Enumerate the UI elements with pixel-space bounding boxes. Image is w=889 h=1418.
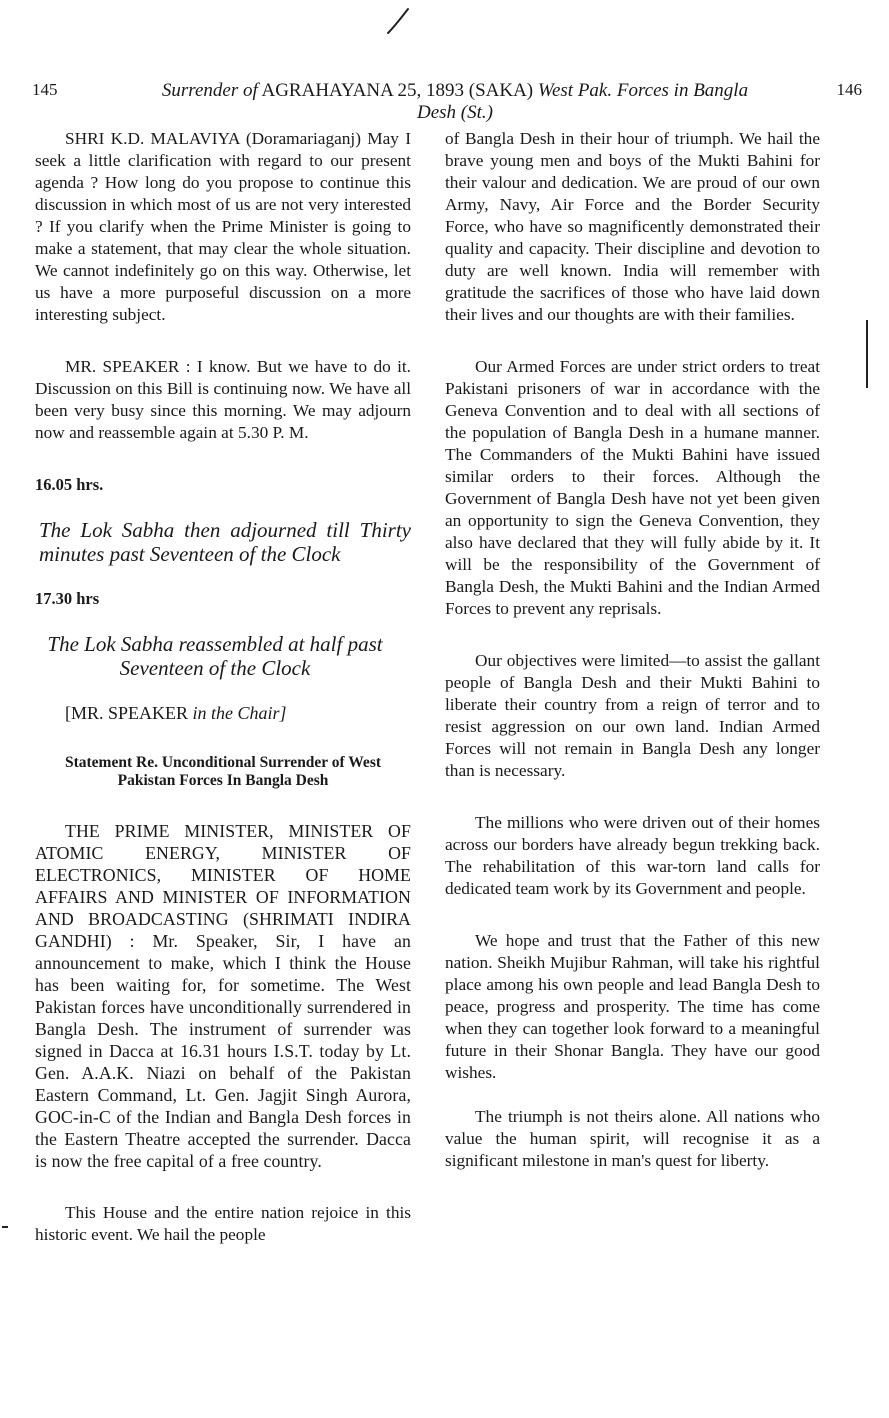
objectives-paragraph: Our objectives were limited—to assist the gallant people of Bangla Desh and their Mukti Bahini to liberate their country from a reign of terror and to resist aggression on our own land. Indian Armed Forces will not remain in Bangla Desh any longer than is necessary.	[445, 651, 820, 780]
chair-note-rest: in the Chair]	[192, 703, 287, 723]
speaker-in-chair-note	[35, 702, 411, 724]
time-stamp-1730: 17.30 hrs	[35, 589, 100, 608]
handwritten-tick-mark	[385, 6, 411, 36]
running-title-part4: Desh (St.)	[417, 102, 493, 123]
right-column	[445, 128, 820, 1172]
left-page-number: 145	[32, 80, 58, 99]
margin-dash-mark	[2, 1226, 8, 1228]
prime-minister-paragraph: THE PRIME MINISTER, MINISTER OF ATOMIC ENERGY, MINISTER OF ELECTRONICS, MINISTER OF HOME AFFAIRS AND MINISTER OF INFORMATION AND BROADCASTING (SHRIMATI INDIRA GANDHI) : Mr. Speaker, Sir, I have an announcement to make, which I think the House has been waiting for, for sometime. The West Pakistan forces have unconditionally surrendered in Bangla Desh. The instrument of surrender was signed in Dacca at 16.31 hours I.S.T. today by Lt. Gen. A.A.K. Niazi on behalf of the Pakistan Eastern Command, Lt. Gen. Jagjit Singh Aurora, GOC-in-C of the Indian and Bangla Desh forces in the Eastern Theatre accepted the surrender. Dacca is now the free capital of a free country.	[35, 821, 411, 1171]
millions-return-paragraph: The millions who were driven out of their homes across our borders have already begun trekking back. The rehabilitation of this war-torn land calls for dedicated team work by its Government and people.	[445, 813, 820, 898]
running-title-part1: Surrender of	[161, 80, 258, 101]
running-title	[90, 80, 820, 124]
right-page-number: 146	[836, 80, 862, 99]
running-title-part3: West Pak. Forces in Bangla	[537, 80, 749, 101]
chair-note-open: [MR. SPEAKER	[65, 703, 189, 723]
malaviya-paragraph: SHRI K.D. MALAVIYA (Doramariaganj) May I seek a little clarification with regard to our present agenda ? How long do you propose to continue this discussion in which most of us are not very interested ? If you clarify when the Prime Minister is going to make a statement, that may clear the whole situation. We cannot indefinitely go on this way. Otherwise, let us have a more purposeful discussion on a more interesting subject.	[35, 129, 411, 324]
speaker-paragraph: MR. SPEAKER : I know. But we have to do it. Discussion on this Bill is continuing now. We have all been very busy since this morning. We may adjourn now and reassemble again at 5.30 P. M.	[35, 357, 411, 442]
left-column	[35, 128, 411, 1246]
reassembly-notice: The Lok Sabha reassembled at half past Seventeen of the Clock	[47, 632, 383, 680]
armed-forces-paragraph: Our Armed Forces are under strict orders to treat Pakistani prisoners of war in accordance with the Geneva Convention and to deal with all sections of the population of Bangla Desh in a humane manner. The Commanders of the Mukti Bahini have issued similar orders to their forces. Although the Government of Bangla Desh have not yet been given an opportunity to sign the Geneva Convention, they also have declared that they will fully abide by it. It will be the responsibility of the Government of Bangla Desh, the Mukti Bahini and the Indian Armed Forces to prevent any reprisals.	[445, 357, 820, 618]
triumph-paragraph: The triumph is not theirs alone. All nations who value the human spirit, will recognise it as a significant milestone in man's quest for liberty.	[445, 1107, 820, 1170]
adjournment-notice: The Lok Sabha then adjourned till Thirty minutes past Seventeen of the Clock	[39, 518, 411, 566]
time-stamp-1605: 16.05 hrs.	[35, 475, 104, 494]
hail-paragraph-continued: of Bangla Desh in their hour of triumph. We hail the brave young men and boys of the Mukti Bahini for their valour and dedication. We are proud of our own Army, Navy, Air Force and the Border Security Force, who have so magnificently demonstrated their quality and capacity. Their discipline and devotion to duty are well known. India will remember with gratitude the sacrifices of those who have laid down their lives and our thoughts are with their families.	[445, 129, 820, 324]
statement-heading: Statement Re. Unconditional Surrender of West Pakistan Forces In Bangla Desh	[64, 754, 382, 789]
hope-trust-paragraph: We hope and trust that the Father of this new nation. Sheikh Mujibur Rahman, will take his rightful place among his own people and lead Bangla Desh to peace, progress and prosperity. The time has come when they can together look forward to a meaningful future in their Shonar Bangla. They have our good wishes.	[445, 931, 820, 1082]
margin-bracket-mark	[866, 320, 868, 388]
running-title-date: AGRAHAYANA 25, 1893 (SAKA)	[261, 80, 534, 101]
house-rejoice-paragraph: This House and the entire nation rejoice in this historic event. We hail the people	[35, 1203, 411, 1244]
page-header	[32, 80, 862, 126]
